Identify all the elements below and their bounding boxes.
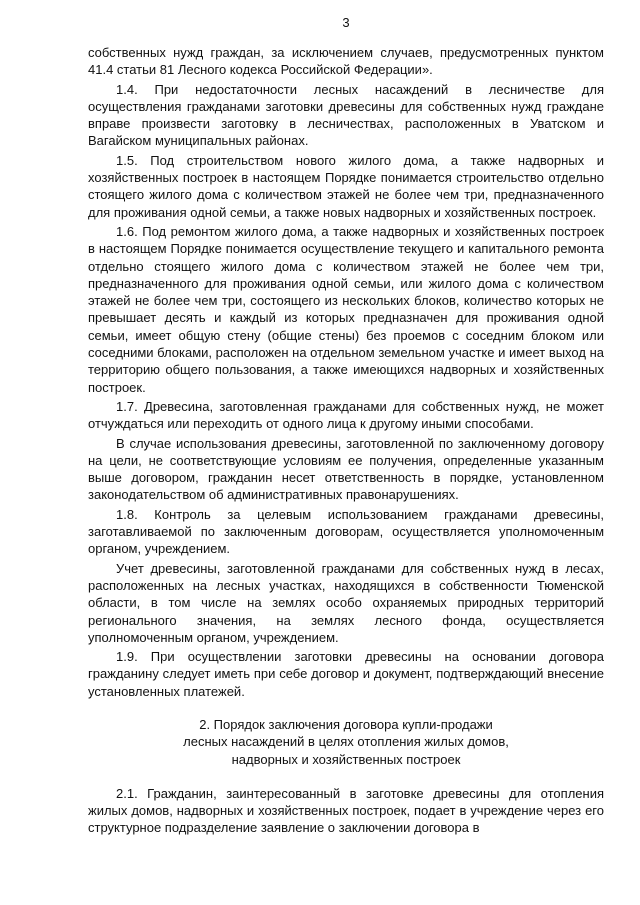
- paragraph-1-6: 1.6. Под ремонтом жилого дома, а также надворных и хозяйственных построек в настоящем Порядке понимается осуществление текущего и капитального ремонта отдельно стоящего жилого дома с количеством этажей не более чем три, предназначенного для проживания одной семьи, или жилого дома с количеством этажей не более чем три, состоящего из нескольких блоков, количество которых не превышает десять и каждый из которых предназначен для проживания одной семьи, имеет общую стену (общие стены) без проемов с соседним блоком или соседними блоками, расположен на отдельном земельном участке и имеет выход на территорию общего пользования, а также имеющихся надворных и хозяйственных построек.: [88, 223, 604, 395]
- paragraph-timber-accounting: Учет древесины, заготовленной гражданами для собственных нужд в лесах, расположенных на лесных участках, находящихся в собственности Тюменской области, в том числе на землях особо охраняемых природных территорий регионального значения, на землях лесного фонда, осуществляется уполномоченным органом, учреждением.: [88, 560, 604, 645]
- document-body: [88, 44, 604, 837]
- paragraph-1-7: 1.7. Древесина, заготовленная гражданами для собственных нужд, не может отчуждаться или переходить от одного лица к другому иными способами.: [88, 398, 604, 432]
- section-heading-line: 2. Порядок заключения договора купли-продажи: [199, 716, 493, 732]
- paragraph-continuation: собственных нужд граждан, за исключением случаев, предусмотренных пунктом 41.4 статьи 81 Лесного кодекса Российской Федерации».: [88, 45, 604, 78]
- page-number: 3: [342, 15, 350, 30]
- section-heading: [88, 716, 604, 768]
- paragraph-2-1: 2.1. Гражданин, заинтересованный в заготовке древесины для отопления жилых домов, надворных и хозяйственных построек, подает в учреждение через его структурное подразделение заявление о заключении договора в: [88, 785, 604, 836]
- section-heading-line: лесных насаждений в целях отопления жилых домов,: [183, 734, 509, 750]
- section-heading-line: надворных и хозяйственных построек: [231, 751, 461, 767]
- paragraph-misuse-liability: В случае использования древесины, заготовленной по заключенному договору на цели, не соответствующие условиям ее получения, определенные указанным выше договором, гражданин несет ответственность в порядке, установленном законодательством об административных правонарушениях.: [88, 435, 604, 503]
- paragraph-1-9: 1.9. При осуществлении заготовки древесины на основании договора гражданину следует иметь при себе договор и документ, подтверждающий внесение установленных платежей.: [88, 649, 604, 699]
- paragraph-1-8: 1.8. Контроль за целевым использованием гражданами древесины, заготавливаемой по заключенным договорам, осуществляется уполномоченным органом, учреждением.: [88, 506, 604, 557]
- paragraph-1-5: 1.5. Под строительством нового жилого дома, а также надворных и хозяйственных построек в настоящем Порядке понимается строительство отдельно стоящего жилого дома с количеством этажей не более чем три, предназначенного для проживания одной семьи, а также новых надворных и хозяйственных построек.: [88, 152, 604, 220]
- paragraph-1-4: 1.4. При недостаточности лесных насаждений в лесничестве для осуществления гражданами заготовки древесины для собственных нужд граждане вправе произвести заготовку в лесничествах, расположенных в Уватском и Вагайском муниципальных районах.: [88, 81, 604, 149]
